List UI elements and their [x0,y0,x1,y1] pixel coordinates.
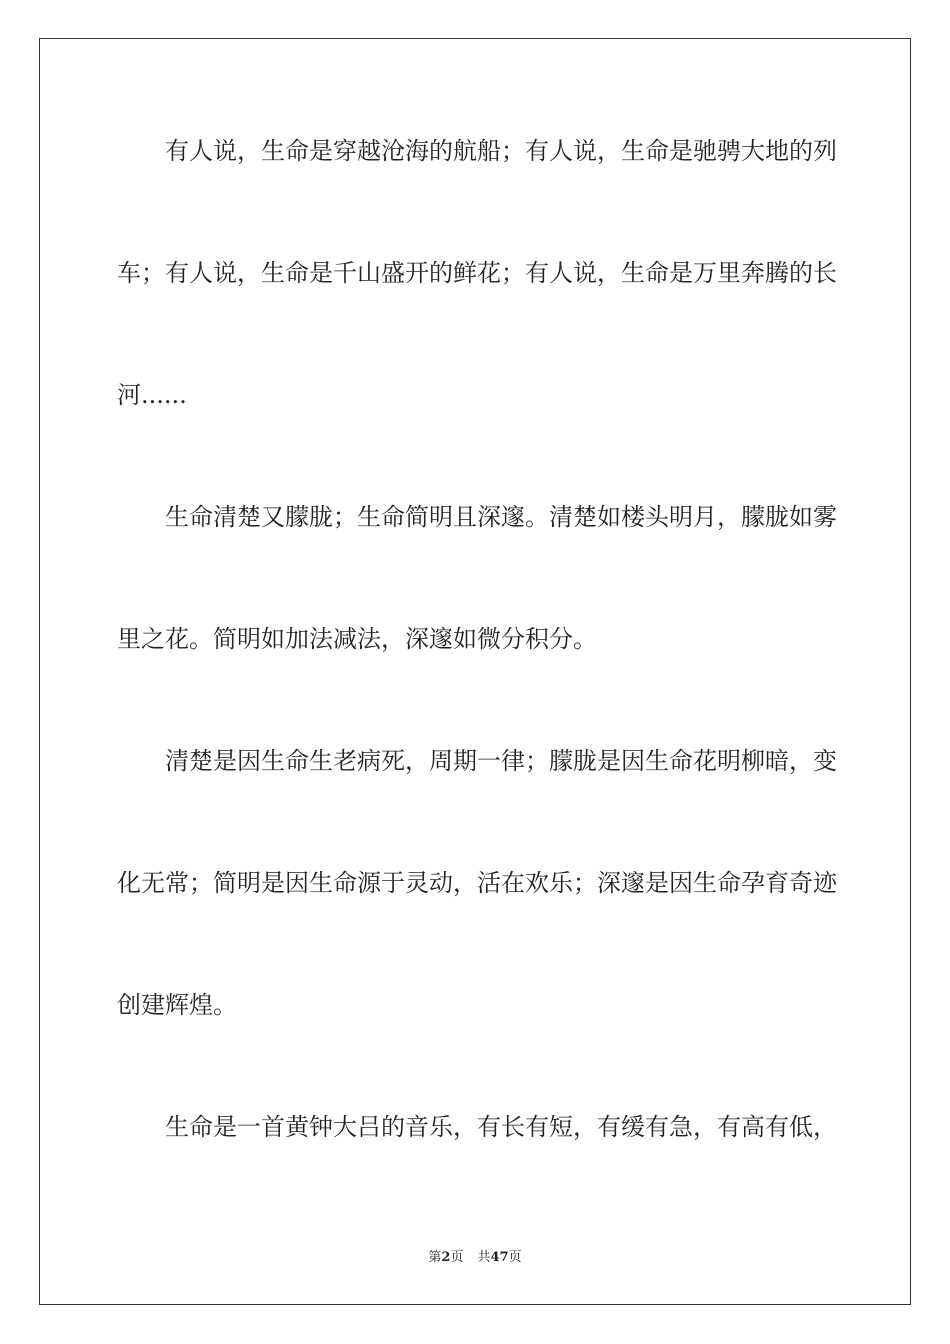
paragraph-3-line-1: 清楚是因生命生老病死，周期一律；朦胧是因生命花明柳暗，变 [165,747,837,775]
paragraph-1-line-3: 河...... [117,381,187,409]
paragraph-1-line-1: 有人说，生命是穿越沧海的航船；有人说，生命是驰骋大地的列 [165,137,837,165]
paragraph-3-line-3: 创建辉煌。 [117,991,237,1019]
page-footer [0,1246,950,1265]
total-prefix: 共 [477,1250,491,1265]
total-suffix: 页 [508,1250,522,1265]
page-suffix: 页 [450,1250,464,1265]
total-pages: 47 [490,1250,509,1265]
paragraph-1-line-2: 车；有人说，生命是千山盛开的鲜花；有人说，生命是万里奔腾的长 [117,259,837,287]
paragraph-2-line-1: 生命清楚又朦胧；生命简明且深邃。清楚如楼头明月，朦胧如雾 [165,503,837,531]
document-body [117,126,837,1152]
paragraph-4-line-1: 生命是一首黄钟大吕的音乐，有长有短，有缓有急，有高有低， [165,1113,837,1141]
paragraph-2-line-2: 里之花。简明如加法减法，深邃如微分积分。 [117,625,597,653]
page-prefix: 第 [428,1250,442,1265]
page-number: 2 [441,1250,451,1265]
paragraph-3-line-2: 化无常；简明是因生命源于灵动，活在欢乐；深邃是因生命孕育奇迹 [117,869,837,897]
